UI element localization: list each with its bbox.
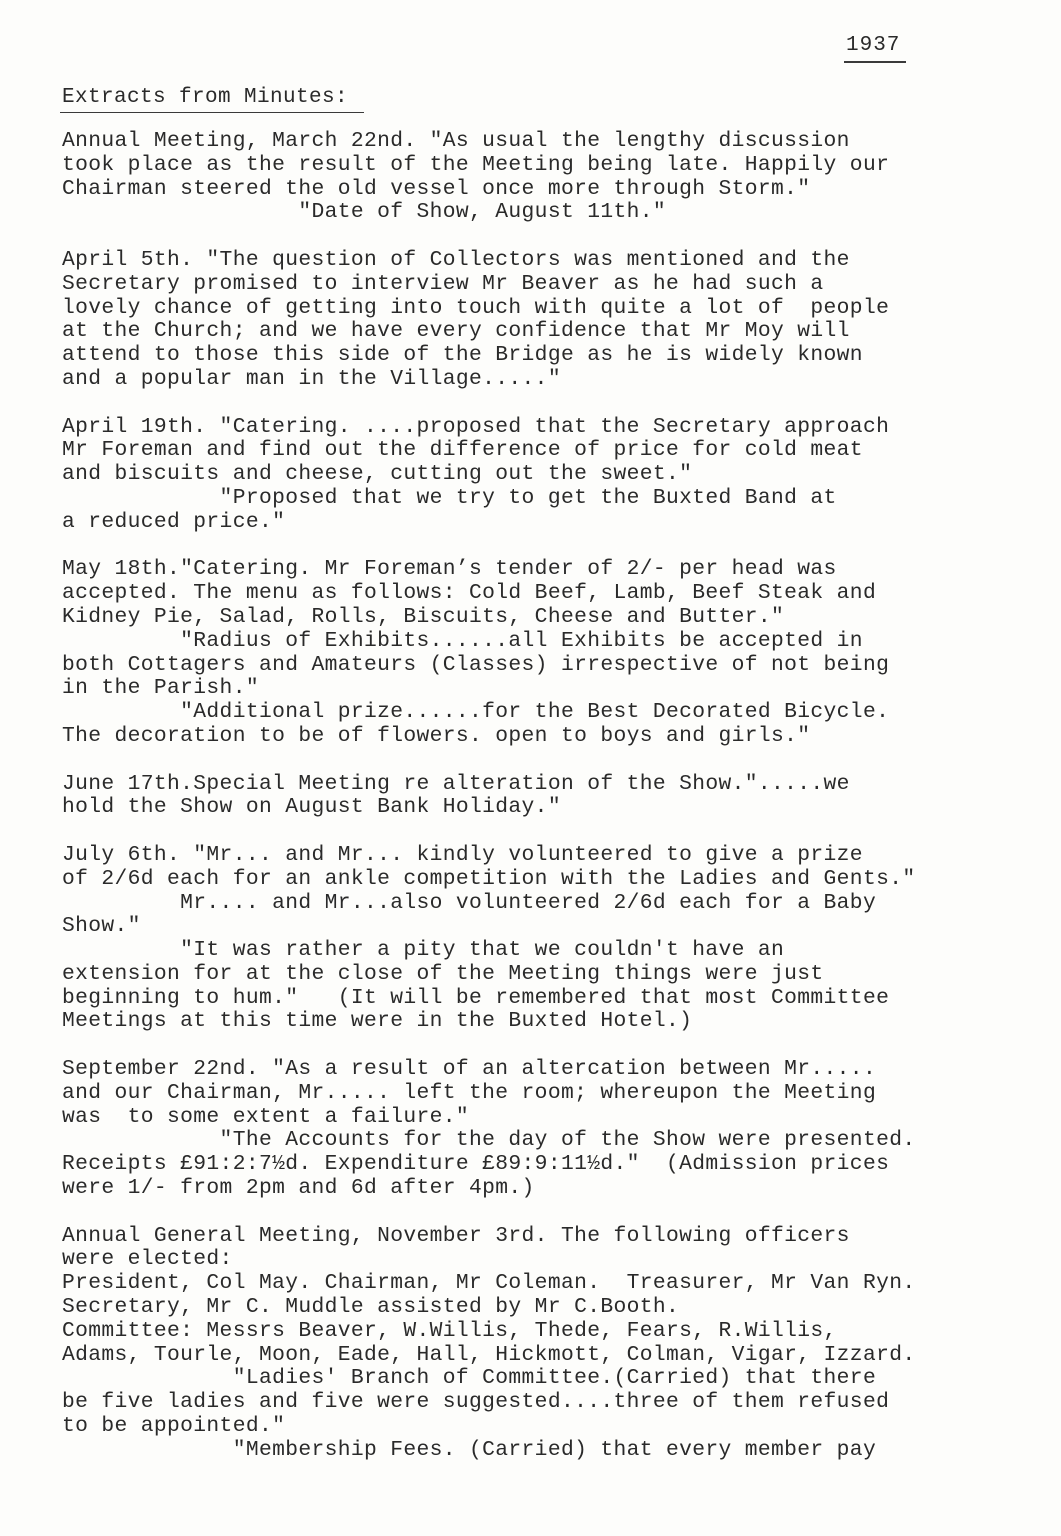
paragraph-gap bbox=[62, 225, 1052, 249]
paragraph-april-5th bbox=[62, 249, 1052, 392]
text-line: a reduced price." bbox=[62, 509, 286, 534]
paragraph-gap bbox=[62, 820, 1052, 844]
text-line: in the Parish." bbox=[62, 676, 259, 701]
text-line: took place as the result of the Meeting being late. Happily our bbox=[62, 152, 890, 177]
heading-underline bbox=[60, 112, 364, 113]
text-line: and biscuits and cheese, cutting out the sweet." bbox=[62, 462, 693, 487]
text-line: Annual General Meeting, November 3rd. The following officers bbox=[62, 1223, 850, 1248]
text-line: May 18th."Catering. Mr Foreman’s tender of 2/- per head was bbox=[62, 557, 837, 582]
text-line: July 6th. "Mr... and Mr... kindly volunteered to give a prize bbox=[62, 842, 863, 867]
text-line: attend to those this side of the Bridge as he is widely known bbox=[62, 343, 863, 368]
text-line: "It was rather a pity that we couldn't have an bbox=[62, 938, 785, 963]
text-line: "Ladies' Branch of Committee.(Carried) that there bbox=[62, 1366, 877, 1391]
paragraph-may-18th bbox=[62, 558, 1052, 748]
paragraph-july-6th bbox=[62, 844, 1052, 1034]
text-line: Secretary promised to interview Mr Beaver as he had such a bbox=[62, 271, 824, 296]
text-line: extension for at the close of the Meeting things were just bbox=[62, 961, 824, 986]
paragraph-gap bbox=[62, 392, 1052, 416]
text-line: Chairman steered the old vessel once more through Storm." bbox=[62, 176, 811, 201]
text-line: "Radius of Exhibits......all Exhibits be accepted in bbox=[62, 628, 863, 653]
paragraph-gap bbox=[62, 1034, 1052, 1058]
text-line: June 17th.Special Meeting re alteration of the Show.".....we bbox=[62, 771, 850, 796]
text-line: Committee: Messrs Beaver, W.Willis, Thede, Fears, R.Willis, bbox=[62, 1318, 837, 1343]
text-line: The decoration to be of flowers. open to boys and girls." bbox=[62, 723, 811, 748]
text-line: was to some extent a failure." bbox=[62, 1104, 470, 1129]
text-line: beginning to hum." (It will be remembered that most Committee bbox=[62, 985, 890, 1010]
text-line: accepted. The menu as follows: Cold Beef, Lamb, Beef Steak and bbox=[62, 581, 877, 606]
paragraph-gap bbox=[62, 535, 1052, 559]
text-line: Annual Meeting, March 22nd. "As usual the lengthy discussion bbox=[62, 129, 850, 153]
text-line: September 22nd. "As a result of an altercation between Mr..... bbox=[62, 1057, 877, 1082]
text-line: and a popular man in the Village....." bbox=[62, 366, 561, 391]
year-underline bbox=[844, 61, 906, 63]
text-line: "Date of Show, August 11th." bbox=[62, 200, 666, 225]
text-line: Kidney Pie, Salad, Rolls, Biscuits, Cheese and Butter." bbox=[62, 604, 785, 629]
text-line: Adams, Tourle, Moon, Eade, Hall, Hickmott, Colman, Vigar, Izzard. bbox=[62, 1342, 916, 1367]
page-year: 1937 bbox=[846, 34, 901, 57]
text-line: of 2/6d each for an ankle competition with the Ladies and Gents." bbox=[62, 866, 916, 891]
text-line: were 1/- from 2pm and 6d after 4pm.) bbox=[62, 1176, 535, 1201]
paragraph-annual-general-meeting bbox=[62, 1225, 1052, 1463]
text-line: lovely chance of getting into touch with quite a lot of people bbox=[62, 295, 890, 320]
text-line: "The Accounts for the day of the Show were presented. bbox=[62, 1128, 916, 1153]
text-line: "Additional prize......for the Best Decorated Bicycle. bbox=[62, 700, 890, 725]
text-line: Mr.... and Mr...also volunteered 2/6d each for a Baby bbox=[62, 890, 877, 915]
minutes-body bbox=[62, 130, 1052, 1463]
text-line: hold the Show on August Bank Holiday." bbox=[62, 795, 561, 820]
text-line: Meetings at this time were in the Buxted Hotel.) bbox=[62, 1009, 693, 1034]
text-line: both Cottagers and Amateurs (Classes) irrespective of not being bbox=[62, 652, 890, 677]
paragraph-september-22nd bbox=[62, 1058, 1052, 1201]
text-line: Mr Foreman and find out the difference of price for cold meat bbox=[62, 438, 863, 463]
text-line: and our Chairman, Mr..... left the room; whereupon the Meeting bbox=[62, 1080, 877, 1105]
text-line: be five ladies and five were suggested....three of them refused bbox=[62, 1390, 890, 1415]
text-line: to be appointed." bbox=[62, 1414, 286, 1439]
text-line: April 5th. "The question of Collectors was mentioned and the bbox=[62, 247, 850, 272]
text-line: Show." bbox=[62, 914, 141, 939]
paragraph-gap bbox=[62, 1201, 1052, 1225]
paragraph-april-19th bbox=[62, 416, 1052, 535]
text-line: "Proposed that we try to get the Buxted Band at bbox=[62, 485, 837, 510]
paragraph-annual-meeting bbox=[62, 130, 1052, 225]
text-line: April 19th. "Catering. ....proposed that the Secretary approach bbox=[62, 414, 890, 439]
text-line: were elected: bbox=[62, 1247, 233, 1272]
text-line: Secretary, Mr C. Muddle assisted by Mr C.Booth. bbox=[62, 1295, 680, 1320]
paragraph-gap bbox=[62, 749, 1052, 773]
page-heading: Extracts from Minutes: bbox=[62, 86, 349, 109]
text-line: "Membership Fees. (Carried) that every member pay bbox=[62, 1437, 877, 1462]
text-line: at the Church; and we have every confidence that Mr Moy will bbox=[62, 319, 850, 344]
paragraph-june-17th bbox=[62, 773, 1052, 821]
text-line: President, Col May. Chairman, Mr Coleman. Treasurer, Mr Van Ryn. bbox=[62, 1271, 916, 1296]
text-line: Receipts £91:2:7½d. Expenditure £89:9:11½d." (Admission prices bbox=[62, 1152, 890, 1177]
